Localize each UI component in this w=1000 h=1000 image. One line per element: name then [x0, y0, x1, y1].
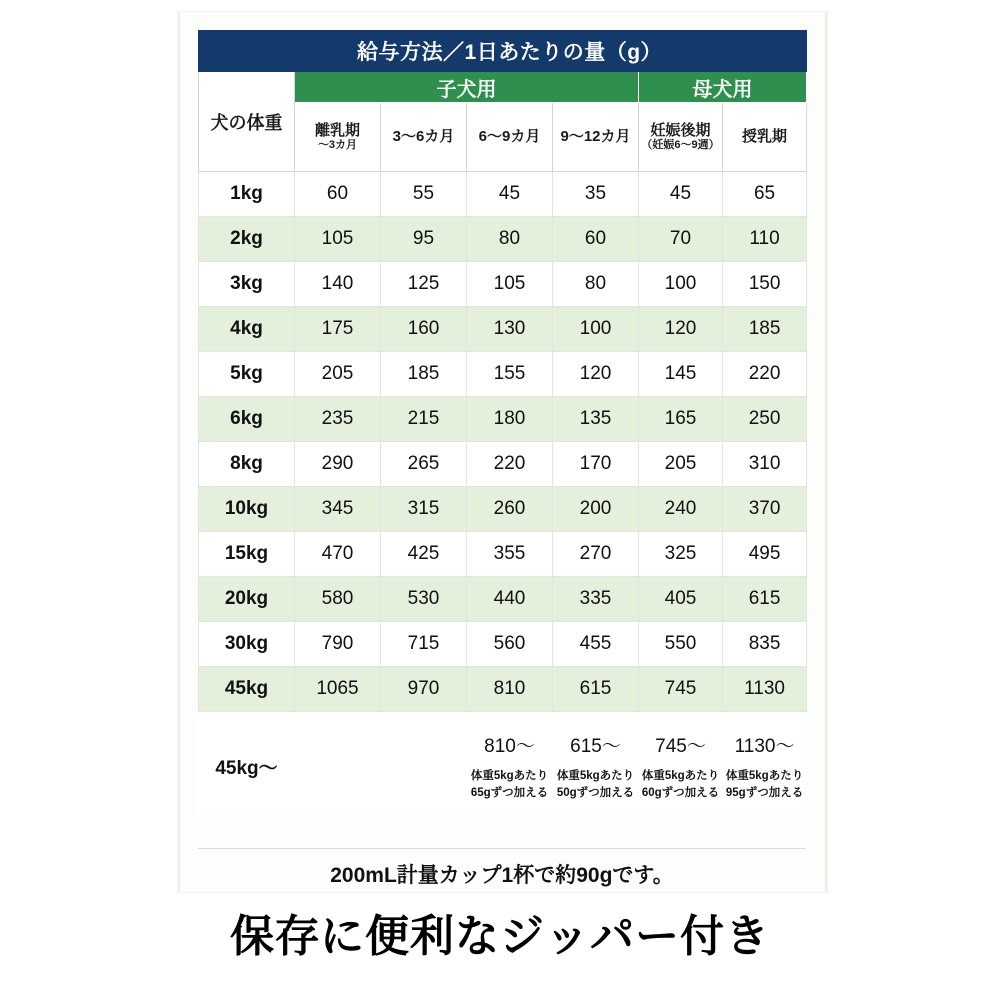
row-weight: 1kg: [199, 172, 295, 217]
table-row: [199, 532, 807, 577]
table-row: [199, 217, 807, 262]
cell-value: 170: [553, 442, 639, 487]
cell-value: 45: [639, 172, 723, 217]
cell-value: 790: [295, 622, 381, 667]
cell-open-note-2: 95gずつ加える: [725, 786, 804, 799]
cell-value: 970: [381, 667, 467, 712]
row-weight-open: 45kg～: [199, 712, 295, 815]
cell-value: 150: [723, 262, 807, 307]
cell-value: 175: [295, 307, 381, 352]
row-weight: 4kg: [199, 307, 295, 352]
cell-value: 315: [381, 487, 467, 532]
cell-value: 260: [467, 487, 553, 532]
cell-value: 715: [381, 622, 467, 667]
cell-value: 550: [639, 622, 723, 667]
row-weight: 8kg: [199, 442, 295, 487]
cell-value: 835: [723, 622, 807, 667]
cell-value: 335: [553, 577, 639, 622]
cell-value: 530: [381, 577, 467, 622]
cell-value: 145: [639, 352, 723, 397]
sub-header-weaning-main: 離乳期: [314, 122, 360, 140]
row-weight: 45kg: [199, 667, 295, 712]
table-row: [199, 397, 807, 442]
cell-value: 200: [553, 487, 639, 532]
feeding-table-wrapper: [198, 30, 806, 815]
cell-value: 95: [381, 217, 467, 262]
cell-value: 425: [381, 532, 467, 577]
table-title-row: [199, 31, 807, 72]
cell-value: 100: [553, 307, 639, 352]
cell-open-value: 615～: [570, 735, 621, 757]
cell-open-note-1: 体重5kgあたり: [725, 769, 804, 782]
cell-value: 185: [381, 352, 467, 397]
sub-header-weaning-sub: ～3カ月: [317, 139, 358, 152]
cell-value: 60: [295, 172, 381, 217]
cell-value: 35: [553, 172, 639, 217]
cell-value: 290: [295, 442, 381, 487]
cell-value: 155: [467, 352, 553, 397]
cell-value: 120: [639, 307, 723, 352]
feeding-table: [198, 30, 807, 815]
cell-open-note-2: 50gずつ加える: [556, 786, 635, 799]
cell-value: 65: [723, 172, 807, 217]
cell-open-note-2: 60gずつ加える: [641, 786, 720, 799]
cell-value: 355: [467, 532, 553, 577]
sub-header-lactation: 授乳期: [723, 103, 807, 172]
sub-header-6-9m: 6～9カ月: [467, 103, 553, 172]
cell-value: 205: [639, 442, 723, 487]
cell-value: 325: [639, 532, 723, 577]
cell-open-note-1: 体重5kgあたり: [556, 769, 635, 782]
cell-value: 45: [467, 172, 553, 217]
row-weight: 6kg: [199, 397, 295, 442]
cell-value: 235: [295, 397, 381, 442]
cell-value: 125: [381, 262, 467, 307]
sub-header-weaning: [295, 103, 381, 172]
cell-value: 185: [723, 307, 807, 352]
cell-value: 130: [467, 307, 553, 352]
cell-value: 270: [553, 532, 639, 577]
cell-open-value: 1130～: [734, 735, 795, 757]
cell-value: 810: [467, 667, 553, 712]
row-weight: 5kg: [199, 352, 295, 397]
group-header-puppy: 子犬用: [295, 72, 639, 103]
cell-value: 265: [381, 442, 467, 487]
cell-value: 615: [723, 577, 807, 622]
table-row: [199, 442, 807, 487]
feeding-guide-panel: [178, 12, 827, 892]
cell-value: 560: [467, 622, 553, 667]
cell-value: 80: [467, 217, 553, 262]
bottom-caption: 保存に便利なジッパー付き: [230, 912, 770, 961]
sub-header-late-pregnancy-main: 妊娠後期: [650, 122, 711, 140]
table-row-open-ended: [199, 712, 807, 815]
cell-open: [295, 712, 381, 815]
cell-value: 165: [639, 397, 723, 442]
cell-value: 160: [381, 307, 467, 352]
cell-open-note-2: 65gずつ加える: [470, 786, 549, 799]
cell-open: [553, 712, 639, 815]
cell-value: 495: [723, 532, 807, 577]
table-row: [199, 667, 807, 712]
cell-value: 70: [639, 217, 723, 262]
cell-value: 455: [553, 622, 639, 667]
cell-value: 80: [553, 262, 639, 307]
cell-value: 580: [295, 577, 381, 622]
cell-value: 615: [553, 667, 639, 712]
cell-value: 110: [723, 217, 807, 262]
cell-open: [381, 712, 467, 815]
measuring-cup-note: 200mL計量カップ1杯で約90gです。: [198, 848, 806, 889]
cell-value: 140: [295, 262, 381, 307]
cell-value: 60: [553, 217, 639, 262]
cell-value: 55: [381, 172, 467, 217]
cell-value: 370: [723, 487, 807, 532]
cell-value: 1130: [723, 667, 807, 712]
sub-header-9-12m: 9～12カ月: [553, 103, 639, 172]
cell-value: 405: [639, 577, 723, 622]
cell-open: [723, 712, 807, 815]
cell-value: 120: [553, 352, 639, 397]
cell-open-note-1: 体重5kgあたり: [641, 769, 720, 782]
row-weight: 2kg: [199, 217, 295, 262]
table-row: [199, 307, 807, 352]
cell-open: [639, 712, 723, 815]
table-row: [199, 577, 807, 622]
cell-value: 105: [295, 217, 381, 262]
cell-value: 745: [639, 667, 723, 712]
cell-value: 100: [639, 262, 723, 307]
cell-value: 220: [723, 352, 807, 397]
cell-value: 240: [639, 487, 723, 532]
cell-value: 180: [467, 397, 553, 442]
cell-open: [467, 712, 553, 815]
cell-value: 205: [295, 352, 381, 397]
table-row: [199, 262, 807, 307]
row-weight: 10kg: [199, 487, 295, 532]
sub-header-late-pregnancy: [639, 103, 723, 172]
table-row: [199, 172, 807, 217]
table-row: [199, 622, 807, 667]
row-weight: 20kg: [199, 577, 295, 622]
cell-value: 215: [381, 397, 467, 442]
cell-value: 220: [467, 442, 553, 487]
cell-value: 310: [723, 442, 807, 487]
cell-value: 440: [467, 577, 553, 622]
table-title: 給与方法／1日あたりの量（g）: [199, 31, 807, 72]
sub-header-late-pregnancy-sub: （妊娠6～9週）: [641, 139, 720, 152]
cell-open-value: 745～: [655, 735, 706, 757]
sub-header-3-6m: 3～6カ月: [381, 103, 467, 172]
group-header-mother: 母犬用: [639, 72, 807, 103]
row-weight: 15kg: [199, 532, 295, 577]
cell-value: 345: [295, 487, 381, 532]
table-row: [199, 487, 807, 532]
cell-value: 135: [553, 397, 639, 442]
row-weight: 30kg: [199, 622, 295, 667]
table-row: [199, 352, 807, 397]
cell-open-note-1: 体重5kgあたり: [470, 769, 549, 782]
cell-value: 250: [723, 397, 807, 442]
row-weight: 3kg: [199, 262, 295, 307]
group-header-row: [199, 72, 807, 103]
cell-value: 470: [295, 532, 381, 577]
cell-open-value: 810～: [484, 735, 535, 757]
corner-header-weight: 犬の体重: [199, 72, 295, 172]
cell-value: 105: [467, 262, 553, 307]
cell-value: 1065: [295, 667, 381, 712]
